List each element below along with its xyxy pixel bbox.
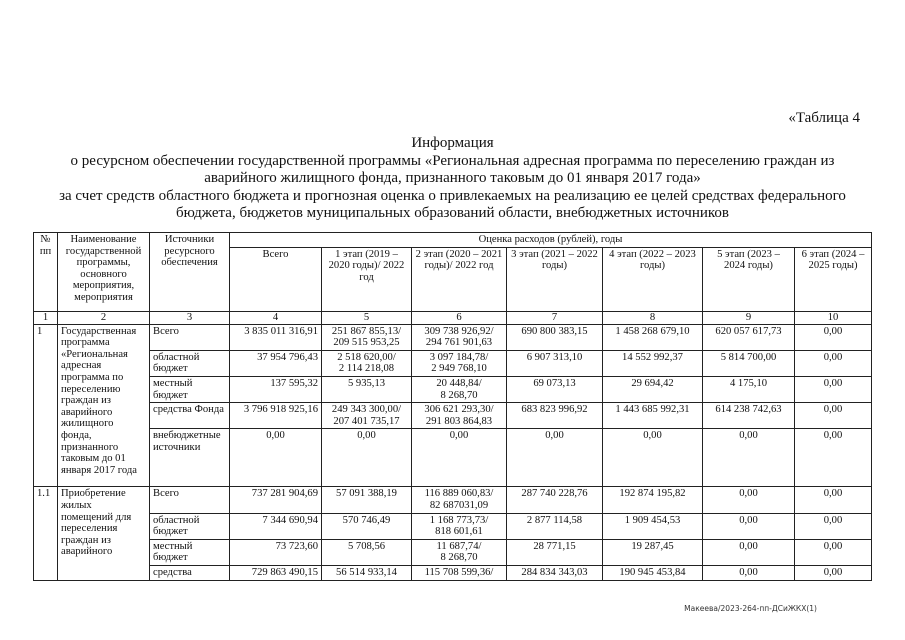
value-stage-1 <box>322 324 412 350</box>
value-stage-4: 19 287,45 <box>603 539 703 565</box>
heading-line-1: Информация <box>411 135 494 151</box>
value-part: 306 621 293,30/ <box>424 404 494 416</box>
col-number: 7 <box>507 311 603 324</box>
value-stage-5: 0,00 <box>703 429 795 487</box>
table-number-label: «Таблица 4 <box>788 110 860 126</box>
value-part: 11 687,74/ <box>436 540 482 552</box>
value-stage-1: 5 708,56 <box>322 539 412 565</box>
value-stage-3: 683 823 996,92 <box>507 403 603 429</box>
value-stage-4: 1 443 685 992,31 <box>603 403 703 429</box>
value-part: 2 114 218,08 <box>338 363 395 375</box>
table-row <box>34 565 872 580</box>
header-stage-6: 6 этап (2024 – 2025 годы) <box>795 247 872 311</box>
row-name: Приобретение жилых помещений для переселения граждан из аварийного <box>58 487 150 580</box>
value-part: 116 889 060,83/ <box>424 488 494 500</box>
header-source: Источники ресурсного обеспечения <box>150 233 230 312</box>
value-part: 2 518 620,00/ <box>337 351 396 363</box>
value-stage-1: 57 091 388,19 <box>322 487 412 513</box>
source-cell: средства <box>150 565 230 580</box>
value-stage-5: 0,00 <box>703 565 795 580</box>
value-stage-5: 4 175,10 <box>703 376 795 402</box>
value-part: 8 268,70 <box>440 389 478 401</box>
value-part: 2 949 768,10 <box>431 363 487 375</box>
source-cell: средства Фонда <box>150 403 230 429</box>
header-stage-1: 1 этап (2019 – 2020 годы)/ 2022 год <box>322 247 412 311</box>
value-total: 37 954 796,43 <box>230 350 322 376</box>
col-number: 6 <box>412 311 507 324</box>
row-number: 1 <box>34 324 58 487</box>
value-part: 249 343 300,00/ <box>331 404 402 416</box>
header-stage-5: 5 этап (2023 – 2024 годы) <box>703 247 795 311</box>
table-row <box>34 487 872 513</box>
source-cell: Всего <box>150 324 230 350</box>
value-stage-6: 0,00 <box>795 350 872 376</box>
header-stage-2: 2 этап (2020 – 2021 годы)/ 2022 год <box>412 247 507 311</box>
source-cell: местный бюджет <box>150 539 230 565</box>
value-stage-2 <box>412 324 507 350</box>
source-cell: областной бюджет <box>150 350 230 376</box>
value-total: 3 796 918 925,16 <box>230 403 322 429</box>
value-stage-5: 0,00 <box>703 513 795 539</box>
value-stage-3: 6 907 313,10 <box>507 350 603 376</box>
header-stage-4: 4 этап (2022 – 2023 годы) <box>603 247 703 311</box>
col-number: 2 <box>58 311 150 324</box>
table-row <box>34 324 872 350</box>
value-stage-1: 56 514 933,14 <box>322 565 412 580</box>
value-stage-6: 0,00 <box>795 487 872 513</box>
value-stage-3: 284 834 343,03 <box>507 565 603 580</box>
value-stage-5: 0,00 <box>703 487 795 513</box>
value-stage-4: 1 458 268 679,10 <box>603 324 703 350</box>
document-footer-code: Макеева/2023-264-пп-ДСиЖКХ(1) <box>684 604 817 613</box>
table-row <box>34 403 872 429</box>
col-number: 4 <box>230 311 322 324</box>
value-stage-2 <box>412 513 507 539</box>
value-part: 207 401 735,17 <box>333 415 400 427</box>
col-number: 5 <box>322 311 412 324</box>
value-stage-3: 69 073,13 <box>507 376 603 402</box>
value-stage-4: 0,00 <box>603 429 703 487</box>
value-stage-3: 28 771,15 <box>507 539 603 565</box>
value-stage-5: 5 814 700,00 <box>703 350 795 376</box>
value-stage-2 <box>412 376 507 402</box>
row-name: Государственная программа «Региональная адресная программа по переселению граждан из аварийного жилищного фонда, признанного таковым до 01 января 2017 года <box>58 324 150 487</box>
col-number: 1 <box>34 311 58 324</box>
value-stage-3: 690 800 383,15 <box>507 324 603 350</box>
value-part: 291 803 864,83 <box>425 415 493 427</box>
value-stage-1: 0,00 <box>322 429 412 487</box>
value-stage-2 <box>412 487 507 513</box>
value-stage-6: 0,00 <box>795 539 872 565</box>
table-row <box>34 376 872 402</box>
header-total: Всего <box>230 247 322 311</box>
source-cell: областной бюджет <box>150 513 230 539</box>
row-number: 1.1 <box>34 487 58 580</box>
value-stage-6: 0,00 <box>795 513 872 539</box>
heading-line-5: бюджета, бюджетов муниципальных образований области, внебюджетных источников <box>176 205 729 221</box>
table-row <box>34 429 872 487</box>
value-stage-1 <box>322 376 412 402</box>
value-stage-1: 570 746,49 <box>322 513 412 539</box>
source-cell: местный бюджет <box>150 376 230 402</box>
value-stage-4: 192 874 195,82 <box>603 487 703 513</box>
value-stage-4: 14 552 992,37 <box>603 350 703 376</box>
value-total: 737 281 904,69 <box>230 487 322 513</box>
value-part: 3 097 184,78/ <box>429 351 489 363</box>
value-part: 818 601,61 <box>435 526 483 538</box>
value-stage-6: 0,00 <box>795 403 872 429</box>
value-part: 209 515 953,25 <box>333 337 400 349</box>
value-stage-5: 614 238 742,63 <box>703 403 795 429</box>
value-part: 309 738 926,92/ <box>424 325 494 337</box>
header-no: № пп <box>34 233 58 312</box>
heading-line-4: за счет средств областного бюджета и прогнозная оценка о привлекаемых на реализацию ее целей средствах федерального <box>59 187 846 204</box>
value-part: 5 935,13 <box>347 377 386 389</box>
value-total: 73 723,60 <box>230 539 322 565</box>
header-name: Наименование государственной программы, основного мероприятия, мероприятия <box>58 233 150 312</box>
value-stage-2 <box>412 403 507 429</box>
source-cell: Всего <box>150 487 230 513</box>
table-row <box>34 350 872 376</box>
value-part: 251 867 855,13/ <box>331 325 402 337</box>
value-stage-3: 2 877 114,58 <box>507 513 603 539</box>
value-stage-6: 0,00 <box>795 376 872 402</box>
value-stage-3: 287 740 228,76 <box>507 487 603 513</box>
value-stage-2 <box>412 539 507 565</box>
value-total: 7 344 690,94 <box>230 513 322 539</box>
col-number: 9 <box>703 311 795 324</box>
value-stage-1 <box>322 350 412 376</box>
source-cell: внебюджетные источники <box>150 429 230 487</box>
heading-line-3: аварийного жилищного фонда, признанного таковым до 01 января 2017 года» <box>204 170 701 186</box>
value-total: 137 595,32 <box>230 376 322 402</box>
heading-line-2: о ресурсном обеспечении государственной программы «Региональная адресная программа по переселению граждан из <box>70 152 835 169</box>
header-stage-3: 3 этап (2021 – 2022 годы) <box>507 247 603 311</box>
resource-table <box>33 232 872 581</box>
value-part: 8 268,70 <box>440 552 478 564</box>
value-stage-1 <box>322 403 412 429</box>
value-stage-4: 29 694,42 <box>603 376 703 402</box>
value-total: 0,00 <box>230 429 322 487</box>
value-total: 729 863 490,15 <box>230 565 322 580</box>
value-stage-2: 0,00 <box>412 429 507 487</box>
value-stage-6: 0,00 <box>795 429 872 487</box>
value-stage-5: 0,00 <box>703 539 795 565</box>
value-stage-3: 0,00 <box>507 429 603 487</box>
value-stage-5: 620 057 617,73 <box>703 324 795 350</box>
header-estimate: Оценка расходов (рублей), годы <box>230 233 872 248</box>
value-stage-4: 1 909 454,53 <box>603 513 703 539</box>
col-number: 10 <box>795 311 872 324</box>
value-part: 294 761 901,63 <box>425 337 493 349</box>
col-number: 8 <box>603 311 703 324</box>
table-row <box>34 513 872 539</box>
table-row <box>34 539 872 565</box>
value-stage-6: 0,00 <box>795 565 872 580</box>
value-stage-6: 0,00 <box>795 324 872 350</box>
value-total: 3 835 011 316,91 <box>230 324 322 350</box>
value-stage-2: 115 708 599,36/ <box>412 565 507 580</box>
document-heading <box>0 135 905 223</box>
value-part: 82 687031,09 <box>429 499 489 511</box>
value-part: 20 448,84/ <box>436 377 482 389</box>
value-stage-4: 190 945 453,84 <box>603 565 703 580</box>
value-stage-2 <box>412 350 507 376</box>
column-number-row <box>34 311 872 324</box>
col-number: 3 <box>150 311 230 324</box>
value-part: 1 168 773,73/ <box>429 514 489 526</box>
